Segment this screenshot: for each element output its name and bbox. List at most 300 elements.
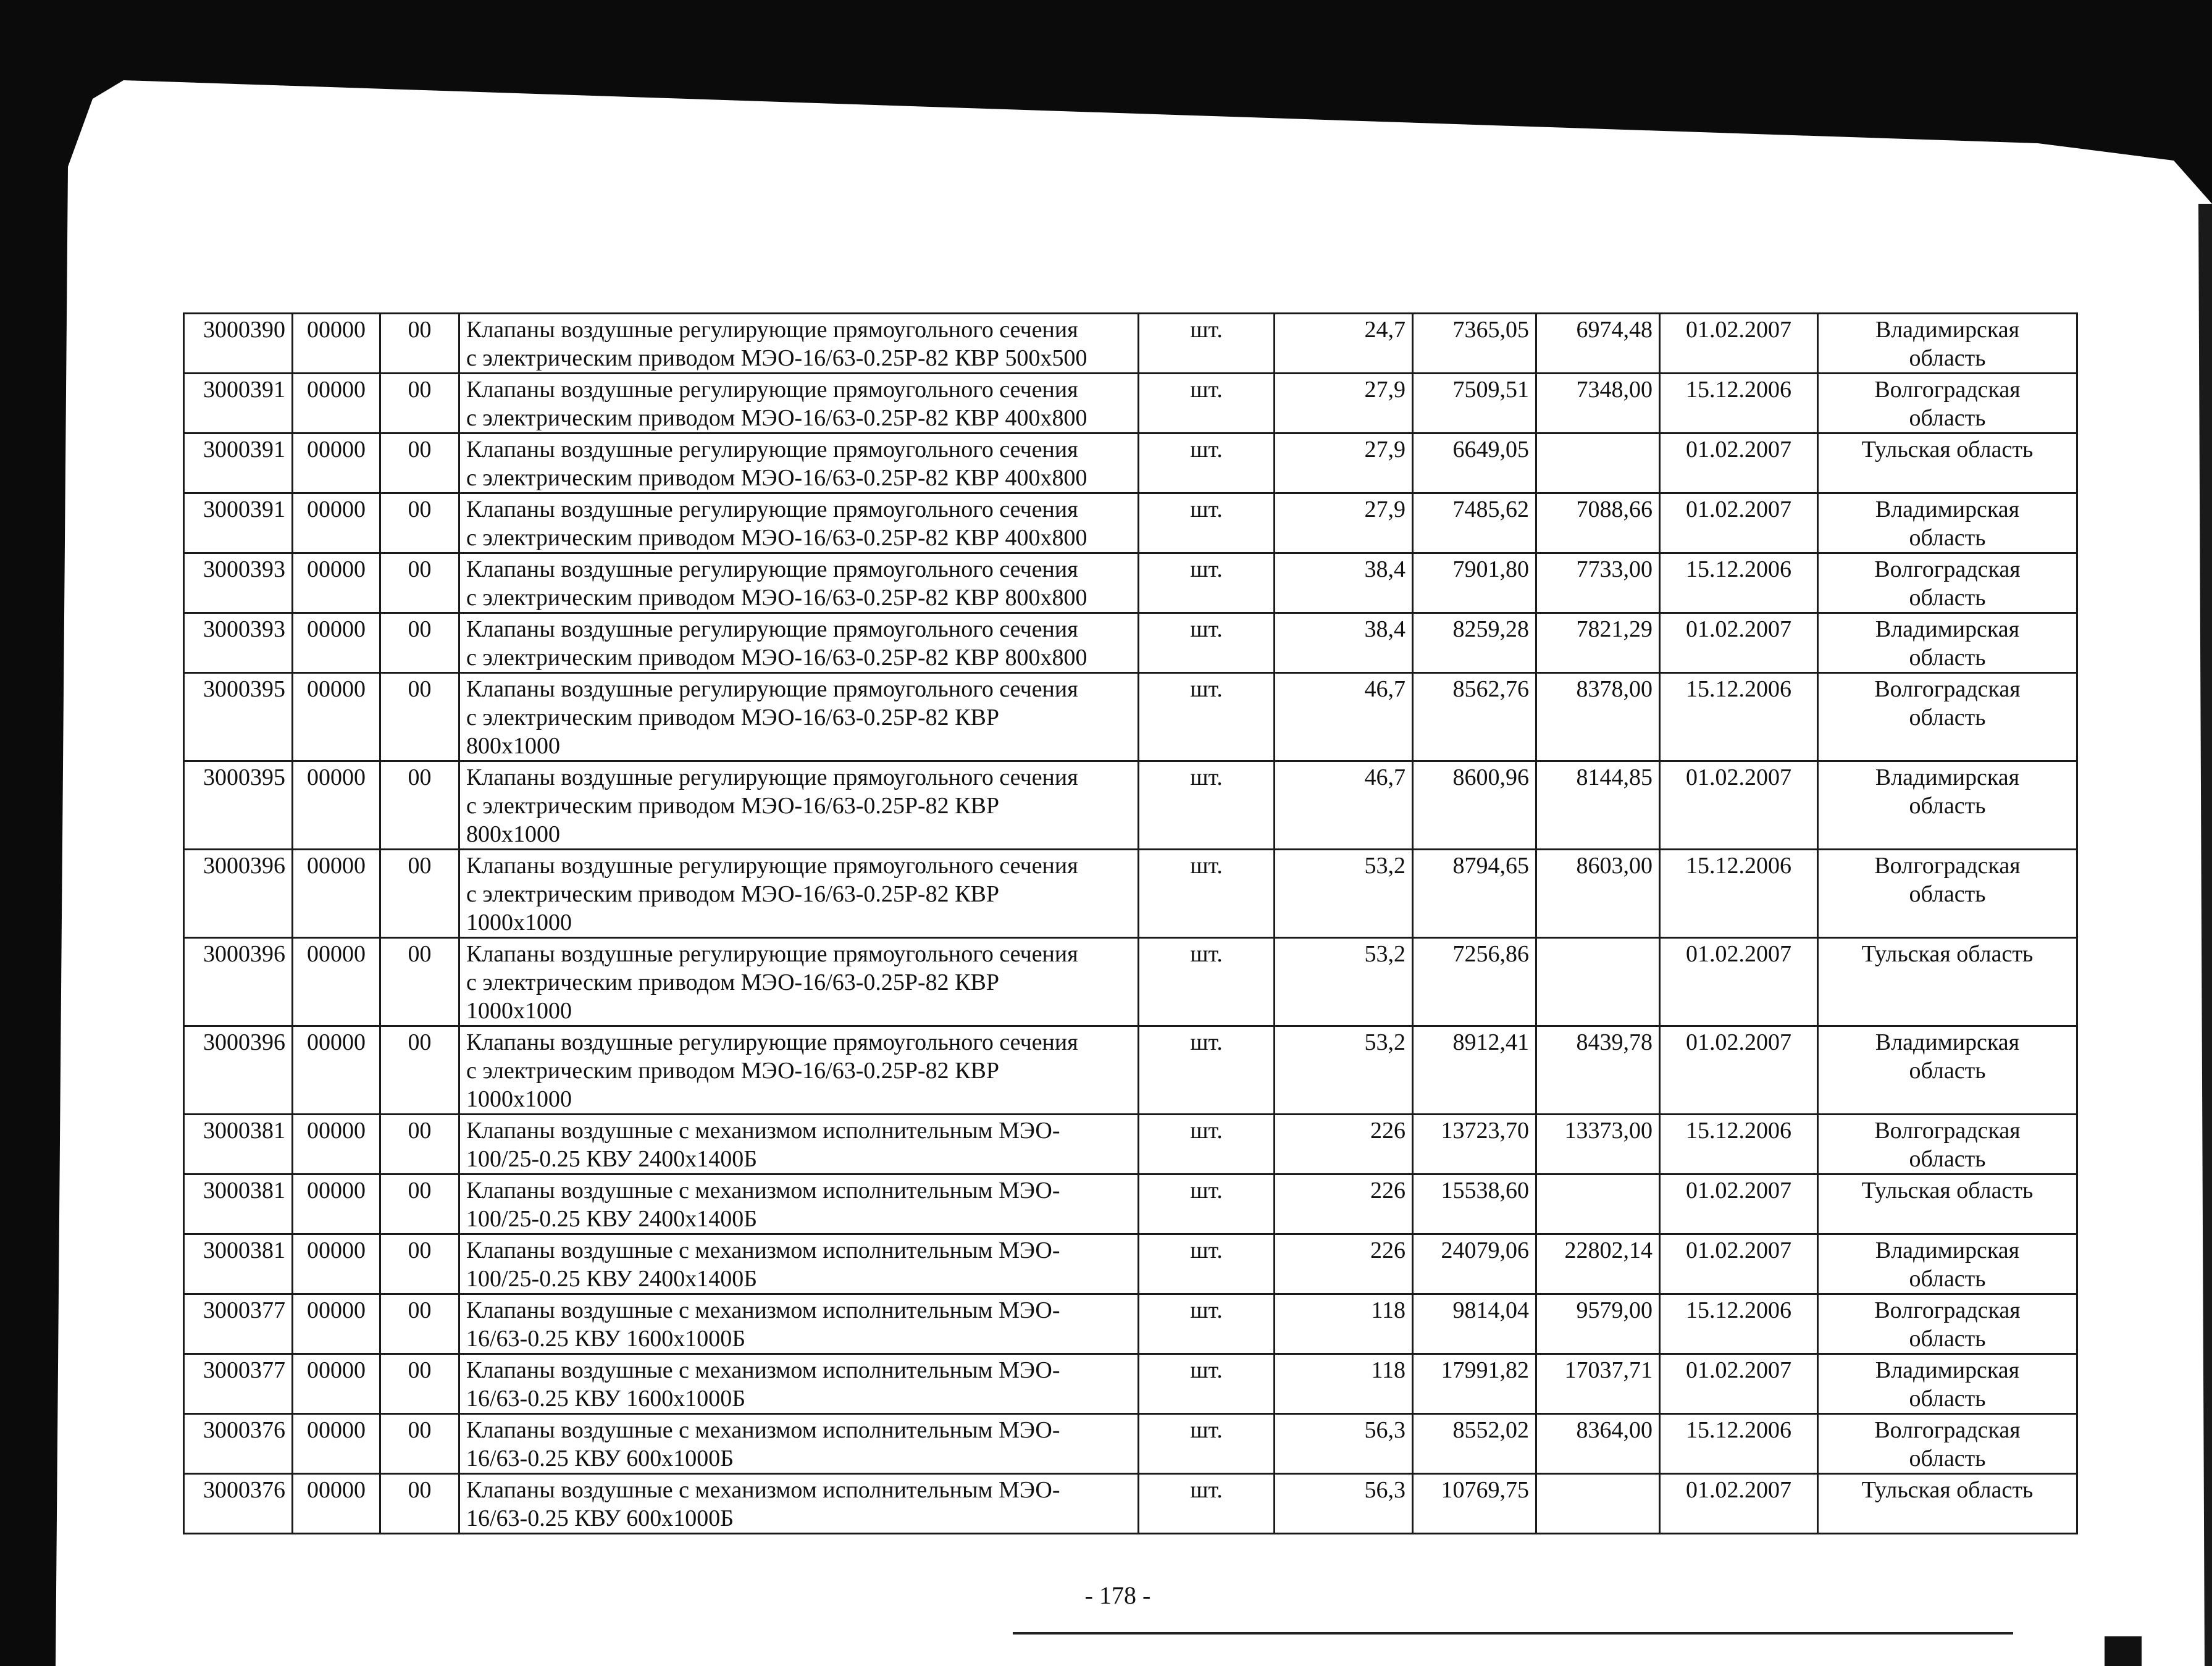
cell-text: 00 xyxy=(408,676,432,702)
cell-text: шт. xyxy=(1190,676,1223,702)
cell-text: с электрическим приводом МЭО-16/63-0.25Р-82 КВР 800х800 xyxy=(466,645,1087,671)
price-alt-cell xyxy=(1536,938,1660,1026)
cell-text: 3000391 xyxy=(203,377,285,403)
table-row xyxy=(184,1414,2077,1474)
sub-code2-cell xyxy=(380,673,459,761)
cell-text: область xyxy=(1909,1058,1986,1084)
cell-text: 3000390 xyxy=(203,317,285,343)
price-alt-cell xyxy=(1536,314,1660,374)
cell-text: шт. xyxy=(1190,556,1223,582)
price-alt-cell xyxy=(1536,613,1660,673)
cell-text: 3000396 xyxy=(203,853,285,879)
cell-text: с электрическим приводом МЭО-16/63-0.25Р-82 КВР 800х800 xyxy=(466,585,1087,611)
date-cell xyxy=(1660,938,1818,1026)
unit-cell xyxy=(1139,938,1275,1026)
cell-text: 46,7 xyxy=(1364,676,1406,702)
cell-text: 00000 xyxy=(307,1178,366,1203)
price-cell xyxy=(1413,761,1536,850)
cell-text: 15.12.2006 xyxy=(1686,1118,1791,1144)
cell-text: 00000 xyxy=(307,556,366,582)
cell-text: с электрическим приводом МЭО-16/63-0.25Р-82 КВР 400х800 xyxy=(466,465,1087,491)
description-cell xyxy=(459,1414,1139,1474)
cell-text: 01.02.2007 xyxy=(1686,1477,1791,1503)
date-cell xyxy=(1660,673,1818,761)
item-code-cell xyxy=(184,613,293,673)
cell-text: 15.12.2006 xyxy=(1686,676,1791,702)
sub-code-cell xyxy=(293,1174,380,1234)
cell-text: 01.02.2007 xyxy=(1686,1029,1791,1055)
region-cell xyxy=(1818,1354,2077,1414)
cell-text: 38,4 xyxy=(1364,616,1406,642)
cell-text: 00 xyxy=(408,1237,432,1263)
cell-text: с электрическим приводом МЭО-16/63-0.25Р-82 КВР 500х500 xyxy=(466,345,1087,371)
region-cell xyxy=(1818,1174,2077,1234)
unit-cell xyxy=(1139,553,1275,613)
cell-text: 00000 xyxy=(307,764,366,790)
date-cell xyxy=(1660,1026,1818,1115)
cell-text: 7485,62 xyxy=(1452,496,1529,522)
sub-code-cell xyxy=(293,553,380,613)
cell-text: 56,3 xyxy=(1364,1477,1406,1503)
cell-text: 8259,28 xyxy=(1452,616,1529,642)
sub-code-cell xyxy=(293,493,380,553)
sub-code2-cell xyxy=(380,1026,459,1115)
cell-text: 118 xyxy=(1371,1297,1406,1323)
unit-cell xyxy=(1139,433,1275,493)
cell-text: 3000376 xyxy=(203,1477,285,1503)
sub-code-cell xyxy=(293,314,380,374)
cell-text: 15.12.2006 xyxy=(1686,1297,1791,1323)
cell-text: область xyxy=(1909,881,1986,907)
cell-text: Клапаны воздушные с механизмом исполнительным МЭО- xyxy=(466,1417,1060,1443)
cell-text: 00000 xyxy=(307,1118,366,1144)
cell-text: 15.12.2006 xyxy=(1686,853,1791,879)
price-cell xyxy=(1413,1026,1536,1115)
cell-text: Волгоградская xyxy=(1874,1417,2021,1443)
cell-text: 3000376 xyxy=(203,1417,285,1443)
sub-code-cell xyxy=(293,613,380,673)
cell-text: 00 xyxy=(408,556,432,582)
cell-text: шт. xyxy=(1190,1029,1223,1055)
weight-cell xyxy=(1275,613,1413,673)
cell-text: 01.02.2007 xyxy=(1686,764,1791,790)
sub-code2-cell xyxy=(380,1234,459,1294)
unit-cell xyxy=(1139,1174,1275,1234)
description-cell xyxy=(459,613,1139,673)
description-cell xyxy=(459,673,1139,761)
page-number: - 178 - xyxy=(1084,1581,1151,1609)
weight-cell xyxy=(1275,1294,1413,1354)
unit-cell xyxy=(1139,374,1275,433)
weight-cell xyxy=(1275,761,1413,850)
cell-text: 00000 xyxy=(307,853,366,879)
description-cell xyxy=(459,761,1139,850)
cell-text: 53,2 xyxy=(1364,941,1406,967)
cell-text: шт. xyxy=(1190,1237,1223,1263)
cell-text: 00000 xyxy=(307,317,366,343)
sub-code-cell xyxy=(293,1026,380,1115)
price-cell xyxy=(1413,493,1536,553)
cell-text: Волгоградская xyxy=(1874,676,2021,702)
table-row xyxy=(184,433,2077,493)
unit-cell xyxy=(1139,613,1275,673)
inventory-table xyxy=(183,312,2078,1534)
cell-text: 3000381 xyxy=(203,1237,285,1263)
cell-text: 100/25-0.25 КВУ 2400х1400Б xyxy=(466,1206,758,1232)
item-code-cell xyxy=(184,1294,293,1354)
region-cell xyxy=(1818,493,2077,553)
cell-text: область xyxy=(1909,645,1986,671)
unit-cell xyxy=(1139,673,1275,761)
cell-text: 13723,70 xyxy=(1441,1118,1529,1144)
table-row xyxy=(184,1174,2077,1234)
cell-text: 7509,51 xyxy=(1452,377,1529,403)
cell-text: шт. xyxy=(1190,317,1223,343)
date-cell xyxy=(1660,1414,1818,1474)
weight-cell xyxy=(1275,938,1413,1026)
cell-text: 38,4 xyxy=(1364,556,1406,582)
cell-text: 1000х1000 xyxy=(466,1086,572,1112)
price-cell xyxy=(1413,1115,1536,1174)
table-row xyxy=(184,938,2077,1026)
price-cell xyxy=(1413,553,1536,613)
cell-text: 3000395 xyxy=(203,764,285,790)
cell-text: 00 xyxy=(408,377,432,403)
cell-text: Владимирская xyxy=(1875,496,2020,522)
cell-text: 226 xyxy=(1370,1178,1406,1203)
sub-code2-cell xyxy=(380,613,459,673)
cell-text: Клапаны воздушные регулирующие прямоугольного сечения xyxy=(466,853,1078,879)
weight-cell xyxy=(1275,1026,1413,1115)
price-cell xyxy=(1413,1474,1536,1534)
unit-cell xyxy=(1139,1115,1275,1174)
sub-code2-cell xyxy=(380,433,459,493)
cell-text: шт. xyxy=(1190,1357,1223,1383)
cell-text: 27,9 xyxy=(1364,496,1406,522)
cell-text: шт. xyxy=(1190,764,1223,790)
cell-text: 00000 xyxy=(307,1417,366,1443)
date-cell xyxy=(1660,1234,1818,1294)
item-code-cell xyxy=(184,1474,293,1534)
cell-text: 3000391 xyxy=(203,496,285,522)
weight-cell xyxy=(1275,314,1413,374)
cell-text: 3000395 xyxy=(203,676,285,702)
cell-text: Владимирская xyxy=(1875,1357,2020,1383)
item-code-cell xyxy=(184,1174,293,1234)
sub-code-cell xyxy=(293,1115,380,1174)
cell-text: шт. xyxy=(1190,377,1223,403)
date-cell xyxy=(1660,493,1818,553)
cell-text: Клапаны воздушные с механизмом исполнительным МЭО- xyxy=(466,1297,1060,1323)
unit-cell xyxy=(1139,1414,1275,1474)
weight-cell xyxy=(1275,433,1413,493)
cell-text: шт. xyxy=(1190,1118,1223,1144)
corner-mark xyxy=(2105,1636,2142,1666)
cell-text: 8603,00 xyxy=(1576,853,1653,879)
description-cell xyxy=(459,1115,1139,1174)
cell-text: Клапаны воздушные с механизмом исполнительным МЭО- xyxy=(466,1178,1060,1203)
sub-code2-cell xyxy=(380,1174,459,1234)
cell-text: с электрическим приводом МЭО-16/63-0.25Р-82 КВР 400х800 xyxy=(466,525,1087,551)
cell-text: 00000 xyxy=(307,676,366,702)
cell-text: 00 xyxy=(408,1178,432,1203)
cell-text: 27,9 xyxy=(1364,377,1406,403)
region-cell xyxy=(1818,314,2077,374)
description-cell xyxy=(459,1474,1139,1534)
cell-text: шт. xyxy=(1190,496,1223,522)
weight-cell xyxy=(1275,1174,1413,1234)
cell-text: Клапаны воздушные регулирующие прямоугольного сечения xyxy=(466,437,1078,463)
cell-text: 3000377 xyxy=(203,1297,285,1323)
price-alt-cell xyxy=(1536,1174,1660,1234)
sub-code2-cell xyxy=(380,374,459,433)
unit-cell xyxy=(1139,850,1275,938)
cell-text: 00000 xyxy=(307,496,366,522)
description-cell xyxy=(459,850,1139,938)
cell-text: 01.02.2007 xyxy=(1686,1178,1791,1203)
cell-text: шт. xyxy=(1190,1297,1223,1323)
cell-text: шт. xyxy=(1190,437,1223,463)
cell-text: с электрическим приводом МЭО-16/63-0.25Р-82 КВР 400х800 xyxy=(466,405,1087,431)
cell-text: шт. xyxy=(1190,1417,1223,1443)
cell-text: с электрическим приводом МЭО-16/63-0.25Р-82 КВР xyxy=(466,1058,999,1084)
cell-text: Клапаны воздушные с механизмом исполнительным МЭО- xyxy=(466,1118,1060,1144)
price-alt-cell xyxy=(1536,374,1660,433)
bottom-rule xyxy=(1013,1632,2013,1635)
sub-code-cell xyxy=(293,1474,380,1534)
cell-text: 24079,06 xyxy=(1441,1237,1529,1263)
cell-text: 00000 xyxy=(307,1477,366,1503)
cell-text: 8552,02 xyxy=(1452,1417,1529,1443)
weight-cell xyxy=(1275,1414,1413,1474)
item-code-cell xyxy=(184,1026,293,1115)
sub-code-cell xyxy=(293,850,380,938)
cell-text: 00 xyxy=(408,1417,432,1443)
sub-code2-cell xyxy=(380,493,459,553)
cell-text: 17991,82 xyxy=(1441,1357,1529,1383)
cell-text: Волгоградская xyxy=(1874,1118,2021,1144)
cell-text: 00 xyxy=(408,437,432,463)
sub-code-cell xyxy=(293,1234,380,1294)
weight-cell xyxy=(1275,1234,1413,1294)
description-cell xyxy=(459,1174,1139,1234)
cell-text: 226 xyxy=(1370,1237,1406,1263)
date-cell xyxy=(1660,553,1818,613)
price-alt-cell xyxy=(1536,433,1660,493)
cell-text: 00000 xyxy=(307,1237,366,1263)
cell-text: 800х1000 xyxy=(466,733,560,759)
unit-cell xyxy=(1139,1234,1275,1294)
weight-cell xyxy=(1275,1115,1413,1174)
date-cell xyxy=(1660,1474,1818,1534)
table-row xyxy=(184,374,2077,433)
weight-cell xyxy=(1275,493,1413,553)
cell-text: 7821,29 xyxy=(1576,616,1653,642)
cell-text: Клапаны воздушные регулирующие прямоугольного сечения xyxy=(466,941,1078,967)
cell-text: 15538,60 xyxy=(1441,1178,1529,1203)
cell-text: Волгоградская xyxy=(1874,853,2021,879)
cell-text: шт. xyxy=(1190,616,1223,642)
cell-text: 01.02.2007 xyxy=(1686,1237,1791,1263)
sub-code-cell xyxy=(293,673,380,761)
cell-text: 01.02.2007 xyxy=(1686,317,1791,343)
table-row xyxy=(184,553,2077,613)
cell-text: Клапаны воздушные регулирующие прямоугольного сечения xyxy=(466,764,1078,790)
price-alt-cell xyxy=(1536,1234,1660,1294)
cell-text: область xyxy=(1909,405,1986,431)
cell-text: Тульская область xyxy=(1861,437,2034,463)
price-alt-cell xyxy=(1536,1414,1660,1474)
cell-text: область xyxy=(1909,585,1986,611)
date-cell xyxy=(1660,1354,1818,1414)
weight-cell xyxy=(1275,850,1413,938)
cell-text: 00 xyxy=(408,317,432,343)
cell-text: 00000 xyxy=(307,1357,366,1383)
region-cell xyxy=(1818,613,2077,673)
cell-text: область xyxy=(1909,705,1986,730)
cell-text: 3000377 xyxy=(203,1357,285,1383)
cell-text: Клапаны воздушные регулирующие прямоугольного сечения xyxy=(466,377,1078,403)
cell-text: 7733,00 xyxy=(1576,556,1653,582)
unit-cell xyxy=(1139,761,1275,850)
cell-text: Владимирская xyxy=(1875,317,2020,343)
cell-text: 7256,86 xyxy=(1452,941,1529,967)
weight-cell xyxy=(1275,553,1413,613)
sub-code-cell xyxy=(293,1354,380,1414)
cell-text: 00 xyxy=(408,764,432,790)
cell-text: 9814,04 xyxy=(1452,1297,1529,1323)
cell-text: 9579,00 xyxy=(1576,1297,1653,1323)
cell-text: 10769,75 xyxy=(1441,1477,1529,1503)
cell-text: 118 xyxy=(1371,1357,1406,1383)
price-cell xyxy=(1413,433,1536,493)
table-row xyxy=(184,1474,2077,1534)
cell-text: 16/63-0.25 КВУ 600х1000Б xyxy=(466,1446,734,1471)
cell-text: 00 xyxy=(408,941,432,967)
price-cell xyxy=(1413,1174,1536,1234)
cell-text: Владимирская xyxy=(1875,1237,2020,1263)
price-cell xyxy=(1413,673,1536,761)
table-row xyxy=(184,761,2077,850)
price-alt-cell xyxy=(1536,1354,1660,1414)
unit-cell xyxy=(1139,493,1275,553)
cell-text: 00 xyxy=(408,1297,432,1323)
item-code-cell xyxy=(184,314,293,374)
cell-text: 53,2 xyxy=(1364,1029,1406,1055)
item-code-cell xyxy=(184,553,293,613)
price-cell xyxy=(1413,613,1536,673)
cell-text: 100/25-0.25 КВУ 2400х1400Б xyxy=(466,1146,758,1172)
region-cell xyxy=(1818,761,2077,850)
cell-text: 800х1000 xyxy=(466,821,560,847)
sub-code-cell xyxy=(293,433,380,493)
table-row xyxy=(184,850,2077,938)
sub-code-cell xyxy=(293,1294,380,1354)
description-cell xyxy=(459,1354,1139,1414)
unit-cell xyxy=(1139,1474,1275,1534)
cell-text: 46,7 xyxy=(1364,764,1406,790)
cell-text: Клапаны воздушные с механизмом исполнительным МЭО- xyxy=(466,1357,1060,1383)
cell-text: Волгоградская xyxy=(1874,1297,2021,1323)
item-code-cell xyxy=(184,1115,293,1174)
region-cell xyxy=(1818,553,2077,613)
cell-text: Владимирская xyxy=(1875,616,2020,642)
price-alt-cell xyxy=(1536,1474,1660,1534)
cell-text: 8439,78 xyxy=(1576,1029,1653,1055)
cell-text: 8144,85 xyxy=(1576,764,1653,790)
cell-text: 3000391 xyxy=(203,437,285,463)
weight-cell xyxy=(1275,374,1413,433)
cell-text: область xyxy=(1909,1446,1986,1471)
cell-text: 8562,76 xyxy=(1452,676,1529,702)
sub-code-cell xyxy=(293,1414,380,1474)
cell-text: 16/63-0.25 КВУ 1600х1000Б xyxy=(466,1386,746,1412)
sub-code-cell xyxy=(293,761,380,850)
cell-text: 13373,00 xyxy=(1564,1118,1653,1144)
weight-cell xyxy=(1275,1354,1413,1414)
price-alt-cell xyxy=(1536,673,1660,761)
cell-text: 7088,66 xyxy=(1576,496,1653,522)
date-cell xyxy=(1660,1174,1818,1234)
cell-text: 56,3 xyxy=(1364,1417,1406,1443)
region-cell xyxy=(1818,1294,2077,1354)
description-cell xyxy=(459,314,1139,374)
cell-text: с электрическим приводом МЭО-16/63-0.25Р-82 КВР xyxy=(466,705,999,730)
cell-text: Клапаны воздушные регулирующие прямоугольного сечения xyxy=(466,317,1078,343)
price-cell xyxy=(1413,1414,1536,1474)
sub-code-cell xyxy=(293,374,380,433)
cell-text: 8794,65 xyxy=(1452,853,1529,879)
cell-text: шт. xyxy=(1190,941,1223,967)
price-cell xyxy=(1413,314,1536,374)
description-cell xyxy=(459,1294,1139,1354)
region-cell xyxy=(1818,938,2077,1026)
description-cell xyxy=(459,493,1139,553)
cell-text: с электрическим приводом МЭО-16/63-0.25Р-82 КВР xyxy=(466,969,999,995)
description-cell xyxy=(459,374,1139,433)
price-alt-cell xyxy=(1536,850,1660,938)
sub-code2-cell xyxy=(380,1115,459,1174)
weight-cell xyxy=(1275,673,1413,761)
cell-text: Клапаны воздушные регулирующие прямоугольного сечения xyxy=(466,676,1078,702)
description-cell xyxy=(459,1234,1139,1294)
sub-code-cell xyxy=(293,938,380,1026)
region-cell xyxy=(1818,1234,2077,1294)
cell-text: 01.02.2007 xyxy=(1686,496,1791,522)
date-cell xyxy=(1660,374,1818,433)
date-cell xyxy=(1660,1115,1818,1174)
cell-text: 3000396 xyxy=(203,941,285,967)
price-cell xyxy=(1413,1234,1536,1294)
price-alt-cell xyxy=(1536,493,1660,553)
item-code-cell xyxy=(184,761,293,850)
cell-text: область xyxy=(1909,1146,1986,1172)
item-code-cell xyxy=(184,493,293,553)
table-row xyxy=(184,493,2077,553)
cell-text: Волгоградская xyxy=(1874,556,2021,582)
date-cell xyxy=(1660,761,1818,850)
item-code-cell xyxy=(184,938,293,1026)
region-cell xyxy=(1818,1414,2077,1474)
cell-text: Клапаны воздушные регулирующие прямоугольного сечения xyxy=(466,496,1078,522)
cell-text: 1000х1000 xyxy=(466,998,572,1024)
cell-text: 01.02.2007 xyxy=(1686,941,1791,967)
cell-text: 1000х1000 xyxy=(466,910,572,936)
cell-text: область xyxy=(1909,1266,1986,1292)
cell-text: 15.12.2006 xyxy=(1686,377,1791,403)
date-cell xyxy=(1660,613,1818,673)
item-code-cell xyxy=(184,1414,293,1474)
